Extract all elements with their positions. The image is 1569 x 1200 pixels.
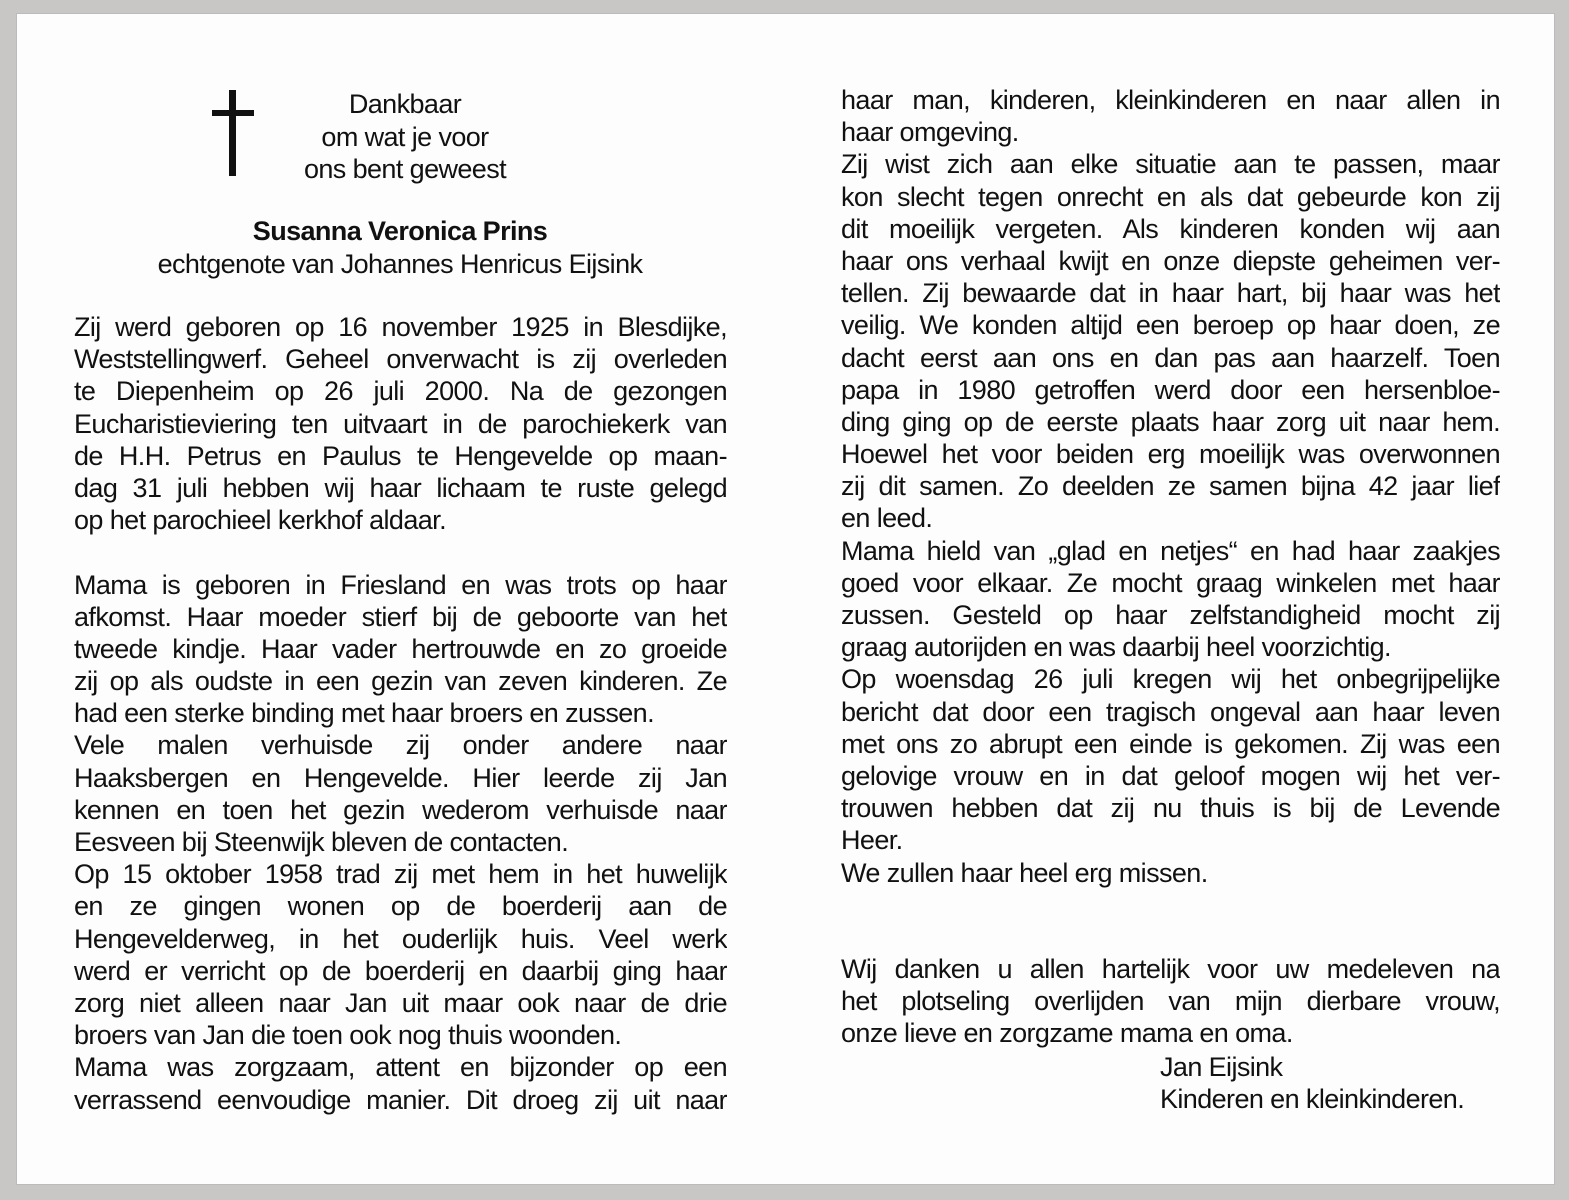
text-line: Hoewel het voor beiden erg moeilijk was overwonnen — [841, 439, 1500, 470]
motto-line: om wat je voor — [321, 121, 489, 152]
text-line: had een sterke binding met haar broers en zussen. — [74, 698, 654, 729]
motto-line: ons bent geweest — [303, 154, 507, 184]
text-line: Zij wist zich aan elke situatie aan te passen, maar — [841, 149, 1500, 180]
text-line: broers van Jan die toen ook nog thuis woonden. — [74, 1020, 622, 1051]
text-line: haar ons verhaal kwijt en onze diepste geheimen ver- — [841, 245, 1500, 276]
text-line: tweede kindje. Haar vader hertrouwde en zo groeide — [74, 633, 727, 664]
right-column-text — [841, 84, 1500, 1050]
blank-line — [74, 536, 727, 568]
text-line: afkomst. Haar moeder stierf bij de geboorte van het — [74, 601, 727, 632]
text-line: veilig. We konden altijd een beroep op haar doen, ze — [841, 310, 1500, 341]
text-line: te Diepenheim op 26 juli 2000. Na de gezongen — [74, 376, 727, 407]
text-line: het plotseling overlijden van mijn dierbare vrouw, — [841, 986, 1500, 1017]
text-line: zorg niet alleen naar Jan uit maar ook naar de drie — [74, 987, 727, 1018]
text-line: dacht eerst aan ons en dan pas aan haarzelf. Toen — [841, 342, 1500, 373]
text-line: Heer. — [841, 825, 903, 856]
text-line: onze lieve en zorgzame mama en oma. — [841, 1018, 1293, 1049]
text-line: Haaksbergen en Hengevelde. Hier leerde zij Jan — [74, 762, 727, 793]
text-line: kennen en toen het gezin wederom verhuisde naar — [74, 794, 727, 825]
spouse-subtitle: echtgenote van Johannes Henricus Eijsink — [157, 249, 643, 279]
text-line: de H.H. Petrus en Paulus te Hengevelde op maan- — [74, 440, 727, 471]
text-line: verrassend eenvoudige manier. Dit droeg zij uit naar — [74, 1084, 727, 1115]
text-line: dag 31 juli hebben wij haar lichaam te ruste gelegd — [74, 472, 727, 503]
signature-family: Kinderen en kleinkinderen. — [1160, 1084, 1465, 1114]
text-line: op het parochieel kerkhof aldaar. — [74, 505, 446, 536]
text-line: met ons zo abrupt een einde is gekomen. Zij was een — [841, 728, 1500, 759]
text-line: haar omgeving. — [841, 117, 1019, 148]
text-line: werd er verricht op de boerderij en daarbij ging haar — [74, 955, 727, 986]
text-line: Op 15 oktober 1958 trad zij met hem in het huwelijk — [74, 859, 727, 890]
text-line: Op woensdag 26 juli kregen wij het onbegrijpelijke — [841, 664, 1500, 695]
text-line: Mama is geboren in Friesland en was trots op haar — [74, 569, 727, 600]
text-line: en ze gingen wonen op de boerderij aan de — [74, 891, 727, 922]
left-column-text — [74, 311, 727, 1116]
text-line: zij dit samen. Zo deelden ze samen bijna 42 jaar lief — [841, 471, 1500, 502]
signature-name: Jan Eijsink — [1160, 1052, 1283, 1082]
text-line: Hengevelderweg, in het ouderlijk huis. Veel werk — [74, 923, 727, 954]
text-line: ding ging op de eerste plaats haar zorg uit naar hem. — [841, 406, 1500, 437]
text-line: Weststellingwerf. Geheel onverwacht is zij overleden — [74, 344, 727, 375]
text-line: tellen. Zij bewaarde dat in haar hart, bij haar was het — [841, 278, 1500, 309]
text-line: Mama hield van „glad en netjes“ en had haar zaakjes — [841, 535, 1500, 566]
text-line: papa in 1980 getroffen werd door een hersenbloe- — [841, 374, 1500, 405]
text-line: Mama was zorgzaam, attent en bijzonder op een — [74, 1052, 727, 1083]
text-line: Eesveen bij Steenwijk bleven de contacten. — [74, 827, 569, 857]
motto-line: Dankbaar — [348, 89, 462, 119]
text-line: gelovige vrouw en in dat geloof mogen wij het ver- — [841, 760, 1500, 791]
text-line: graag autorijden en was daarbij heel voorzichtig. — [841, 632, 1391, 663]
text-line: trouwen hebben dat zij nu thuis is bij de Levende — [841, 793, 1500, 824]
text-line: We zullen haar heel erg missen. — [841, 857, 1208, 888]
text-line: dit moeilijk vergeten. Als kinderen konden wij aan — [841, 213, 1500, 244]
text-line: en leed. — [841, 503, 933, 534]
text-line: Vele malen verhuisde zij onder andere naar — [74, 730, 727, 761]
blank-line — [841, 921, 1500, 953]
text-line: zussen. Gesteld op haar zelfstandigheid mocht zij — [841, 600, 1500, 630]
deceased-name: Susanna Veronica Prins — [252, 216, 548, 246]
text-line: zij op als oudste in een gezin van zeven kinderen. Ze — [74, 666, 727, 697]
text-line: bericht dat door een tragisch ongeval aan haar leven — [841, 696, 1500, 727]
text-line: haar man, kinderen, kleinkinderen en naar allen in — [841, 85, 1500, 115]
text-line: Zij werd geboren op 16 november 1925 in Blesdijke, — [74, 312, 727, 342]
text-line: goed voor elkaar. Ze mocht graag winkelen met haar — [841, 567, 1500, 598]
blank-line — [841, 889, 1500, 921]
text-line: Wij danken u allen hartelijk voor uw medeleven na — [841, 954, 1500, 985]
text-line: Eucharistieviering ten uitvaart in de parochiekerk van — [74, 408, 727, 439]
motto — [255, 88, 555, 186]
text-line: kon slecht tegen onrecht en als dat gebeurde kon zij — [841, 181, 1500, 212]
cross-icon — [212, 90, 254, 176]
